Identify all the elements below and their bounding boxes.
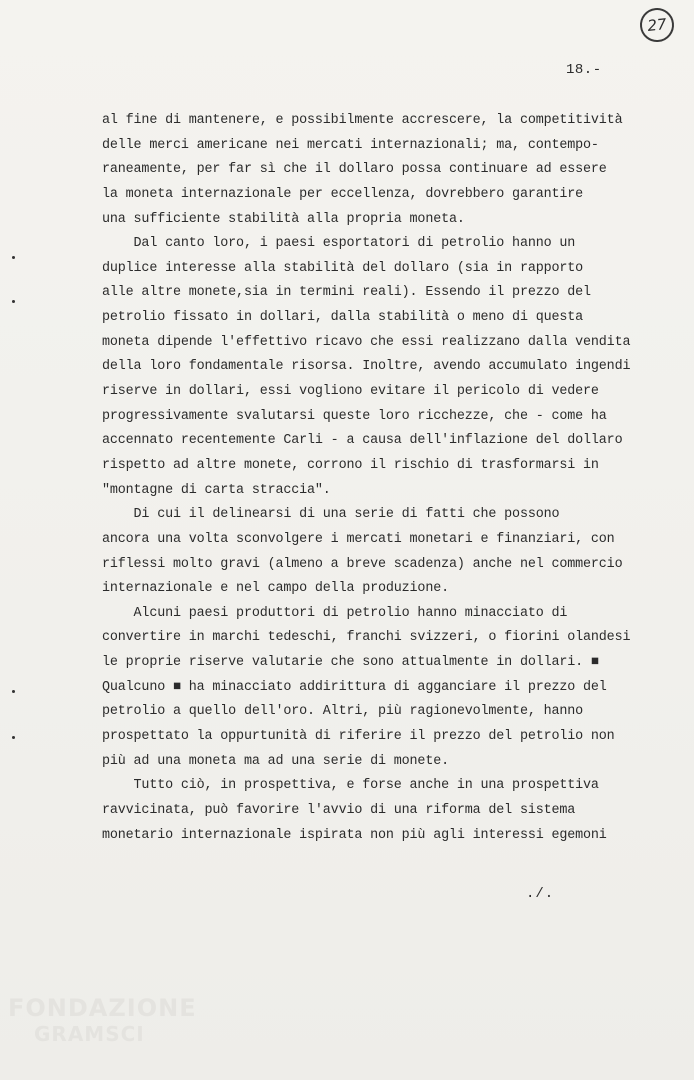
text-line: internazionale e nel campo della produzione. (102, 581, 449, 597)
text-line: Dal canto loro, i paesi esportatori di petrolio hanno un (102, 236, 576, 252)
margin-mark (12, 690, 15, 693)
text-line: le proprie riserve valutarie che sono attualmente in dollari. ■ (102, 655, 599, 671)
text-line: la moneta internazionale per eccellenza, dovrebbero garantire (102, 186, 584, 202)
margin-mark (12, 256, 15, 259)
text-line: rispetto ad altre monete, corrono il rischio di trasformarsi in (102, 457, 599, 473)
text-line: più ad una moneta ma ad una serie di monete. (102, 753, 449, 769)
text-line: delle merci americane nei mercati internazionali; ma, contempo- (102, 137, 599, 153)
text-line: petrolio a quello dell'oro. Altri, più ragionevolmente, hanno (102, 704, 584, 720)
text-line: Di cui il delinearsi di una serie di fatti che possono (102, 507, 560, 523)
text-line: moneta dipende l'effettivo ricavo che essi realizzano dalla vendita (102, 334, 631, 350)
archive-stamp-number: 27 (646, 15, 668, 35)
text-line: Alcuni paesi produttori di petrolio hanno minacciato di (102, 605, 568, 621)
continuation-mark: ./. (526, 886, 555, 902)
text-line: duplice interesse alla stabilità del dollaro (sia in rapporto (102, 260, 584, 276)
watermark-line2: GRAMSCI (34, 1022, 145, 1046)
margin-mark (12, 300, 15, 303)
text-line: raneamente, per far sì che il dollaro possa continuare ad essere (102, 162, 607, 178)
text-line: al fine di mantenere, e possibilmente accrescere, la competitività (102, 113, 623, 128)
text-line: riflessi molto gravi (almeno a breve scadenza) anche nel commercio (102, 556, 623, 572)
text-line: Tutto ciò, in prospettiva, e forse anche in una prospettiva (102, 778, 599, 794)
archive-stamp (638, 6, 675, 43)
text-line: petrolio fissato in dollari, dalla stabilità o meno di questa (102, 310, 584, 326)
text-line: convertire in marchi tedeschi, franchi svizzeri, o fiorini olandesi (102, 630, 631, 646)
text-line: accennato recentemente Carli - a causa dell'inflazione del dollaro (102, 433, 623, 449)
watermark-line1: FONDAZIONE (8, 994, 197, 1022)
text-line: Qualcuno ■ ha minacciato addirittura di agganciare il prezzo del (102, 679, 607, 695)
margin-mark (12, 736, 15, 739)
text-line: prospettato la oppurtunità di riferire il prezzo del petrolio non (102, 729, 615, 745)
page-number: 18.- (566, 62, 602, 78)
text-line: alle altre monete,sia in termini reali). Essendo il prezzo del (102, 285, 591, 301)
body-text (102, 109, 662, 848)
text-line: riserve in dollari, essi vogliono evitare il pericolo di vedere (102, 384, 599, 400)
watermark (8, 995, 197, 1047)
text-line: della loro fondamentale risorsa. Inoltre, avendo accumulato ingendi (102, 359, 631, 375)
text-line: una sufficiente stabilità alla propria moneta. (102, 211, 465, 227)
text-line: ancora una volta sconvolgere i mercati monetari e finanziari, con (102, 531, 615, 547)
text-line: ravvicinata, può favorire l'avvio di una riforma del sistema (102, 802, 576, 818)
text-line: monetario internazionale ispirata non più agli interessi egemoni (102, 827, 607, 843)
text-line: progressivamente svalutarsi queste loro ricchezze, che - come ha (102, 408, 607, 424)
text-line: "montagne di carta straccia". (102, 482, 331, 498)
